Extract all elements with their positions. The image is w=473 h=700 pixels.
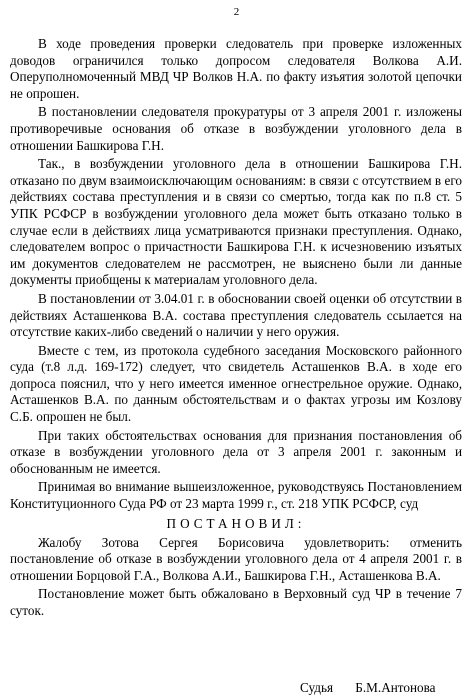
paragraph-appeal-notice: Постановление может быть обжаловано в Верховный суд ЧР в течение 7 суток. (10, 586, 462, 618)
paragraph-investigation-check: В ходе проведения проверки следователь при проверке изложенных доводов ограничился только допросом следователя Волкова А.И. Оперуполномоченный МВД ЧР Волков Н.А. по факту изъятия золотой цепочки не опрошен. (10, 36, 462, 101)
paragraph-considering: Принимая во внимание вышеизложенное, руководствуясь Постановлением Конституционного Суда РФ от 23 марта 1999 г., ст. 218 УПК РСФСР, суд (10, 479, 462, 512)
signature-block (300, 680, 470, 696)
signature-role: Судья (300, 680, 334, 695)
paragraph-circumstances: При таких обстоятельствах основания для признания постановления об отказе в возбуждении уголовного дела от 3 апреля 2001 г. законным и обоснованным не имеется. (10, 427, 462, 476)
signature-name: Б.М.Антонова (355, 680, 436, 695)
paragraph-bashkirov-refusal: Так., в возбуждении уголовного дела в отношении Башкирова Г.Н. отказано по двум взаимоисключающим основаниям: в связи с отсутствием в его действиях состава преступления и в связи со смертью, тогда как по п.8 ст. 5 УПК РСФСР в возбуждении уголовного дела может быть отказано только в случае если в действиях лица усматриваются признаки преступления. Однако, следователем вопрос о причастности Башкирова Г.Н. к исчезновению изъятых им документов следователем не рассмотрен, не выяснено были ли данные документы приобщены к материалам уголовного дела. (10, 156, 462, 288)
resolution-heading: ПОСТАНОВИЛ: (166, 515, 306, 531)
document-body (10, 36, 462, 622)
paragraph-prosecutor-ruling: В постановлении следователя прокуратуры от 3 апреля 2001 г. изложены противоречивые основания об отказе в возбуждении уголовного дела в отношении Башкирова Г.Н. (10, 104, 462, 153)
paragraph-astashenkov-ruling: В постановлении от 3.04.01 г. в обосновании своей оценки об отсутствии в действиях Асташенкова В.А. состава преступления следователь ссылается на отсутствие каких-либо сведений о наличии у него оружия. (10, 290, 462, 340)
paragraph-complaint-satisfied: Жалобу Зотова Сергея Борисовича удовлетворить: отменить постановление об отказе в возбуждении уголовного дела от 4 апреля 2001 г. в отношении Борцовой Г.А., Волкова А.И., Башкирова Г.Н., Асташенкова В.А. (10, 534, 462, 583)
paragraph-court-protocol: Вместе с тем, из протокола судебного заседания Московского районного суда (т.8 л.д. 169-172) следует, что свидетель Асташенков В.А. в ходе его допроса пояснил, что у него имеется именное огнестрельное оружие. Однако, Асташенков В.А. по данным обстоятельствам и о фактах угрозы им Козлову С.Б. опрошен не был. (10, 342, 462, 425)
page-number: 2 (233, 6, 240, 18)
